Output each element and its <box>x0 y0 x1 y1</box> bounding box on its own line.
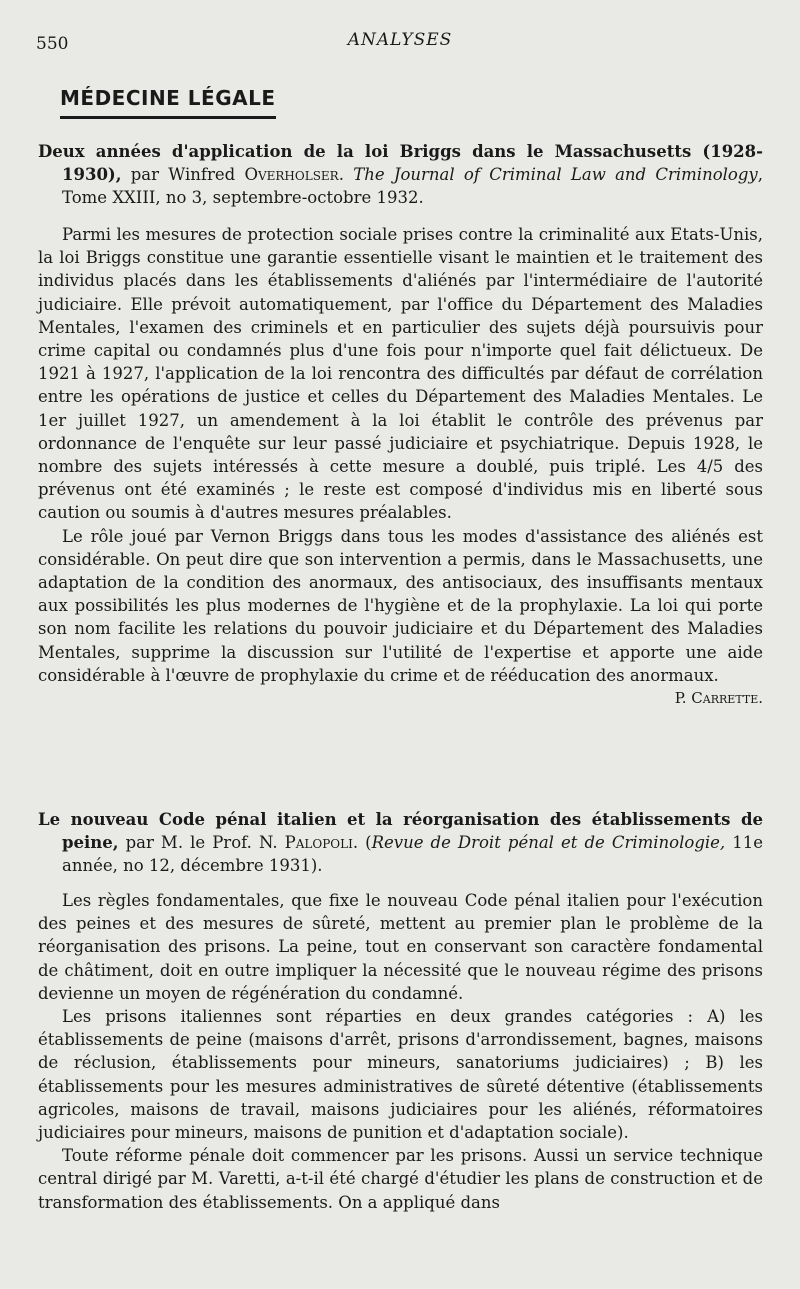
paragraph: Le rôle joué par Vernon Briggs dans tous les modes d'assistance des aliénés est considérable. On peut dire que son intervention a permis, dans le Massachusetts, une adaptation de la condition des anormaux, des antisociaux, des insuffisants mentaux aux possibilités les plus modernes de l'hygiène et de la prophylaxie. La loi qui porte son nom facilite les relations du pouvoir judiciaire et du Département des Maladies Mentales, supprime la discussion sur l'utilité de l'expertise et apporte une aide considérable à l'œuvre de prophylaxie du crime et de rééducation des anormaux. <box>38 526 763 685</box>
article-body <box>38 889 763 1214</box>
article-title-text: Le nouveau Code pénal italien et la réorganisation des établissements de peine, <box>38 810 763 852</box>
paragraph: Les règles fondamentales, que fixe le nouveau Code pénal italien pour l'exécution des peines et des mesures de sûreté, mettent au premier plan le problème de la réorganisation des prisons. La peine, tout en conservant son caractère fondamental de châtiment, doit en outre impliquer la nécessité que le nouveau régime des prisons devienne un moyen de régénération du condamné. <box>38 891 763 1003</box>
article-briggs-law <box>38 140 763 710</box>
article-body <box>38 223 763 710</box>
page-number: 550 <box>36 34 69 54</box>
article-title <box>38 808 763 877</box>
article-title <box>38 140 763 209</box>
author-suffix: . ( <box>352 833 372 852</box>
author-prefix: par Winfred <box>121 165 245 184</box>
author-suffix: . <box>338 165 354 184</box>
paragraph: Les prisons italiennes sont réparties en deux grandes catégories : A) les établissements de peine (maisons d'arrêt, prisons d'arrondissement, bagnes, maisons de réclusion, établissements pour mineurs, sanatoriums judiciaires) ; B) les établissements pour les mesures administratives de sûreté détentive (établissements agricoles, maisons de travail, maisons judiciaires pour les aliénés, réformatoires judiciaires pour mineurs, maisons de punition et d'adaptation sociale). <box>38 1007 763 1143</box>
article-title-text: Deux années d'application de la loi Briggs dans le Massachusetts (1928-1930), <box>38 142 763 184</box>
page-header <box>0 30 800 56</box>
citation: 11e année, no 12, décembre 1931). <box>62 833 763 875</box>
journal-name: Revue de Droit pénal et de Criminologie, <box>371 833 726 852</box>
signature: P. Carrette. <box>674 689 763 708</box>
author-prefix: par M. le Prof. N. <box>118 833 285 852</box>
section-title: MÉDECINE LÉGALE <box>60 86 276 119</box>
paragraph: Parmi les mesures de protection sociale prises contre la criminalité aux Etats-Unis, la loi Briggs constitue une garantie essentielle visant le maintien et le traitement des individus placés dans les établissements d'aliénés par l'intermédiaire de l'autorité judiciaire. Elle prévoit automatiquement, par l'office du Département des Maladies Mentales, l'examen des criminels et en particulier des sujets déjà poursuivis pour crime capital ou condamnés plus d'une fois pour n'importe quel fait délictueux. De 1921 à 1927, l'application de la loi rencontra des difficultés par défaut de corrélation entre les opérations de justice et celles du Département des Maladies Mentales. Le 1er juillet 1927, un amendement à la loi établit le contrôle des prévenus par ordonnance de l'enquête sur leur passé judiciaire et psychiatrique. Depuis 1928, le nombre des sujets intéressés à cette mesure a doublé, puis triplé. Les 4/5 des prévenus ont été examinés ; le reste est composé d'individus mis en liberté sous caution ou soumis à d'autres mesures préalables. <box>38 225 763 523</box>
paragraph: Toute réforme pénale doit commencer par les prisons. Aussi un service technique central dirigé par M. Varetti, a-t-il été chargé d'étudier les plans de construction et de transformation des établissements. On a appliqué dans <box>38 1146 763 1212</box>
citation: , Tome XXIII, no 3, septembre-octobre 1932. <box>62 165 763 207</box>
author-name: Palopoli <box>284 833 353 852</box>
running-head: ANALYSES <box>347 30 453 50</box>
article-italian-penal-code <box>38 808 763 1214</box>
author-name: Overholser <box>244 165 339 184</box>
journal-name: The Journal of Criminal Law and Criminology <box>353 165 758 184</box>
